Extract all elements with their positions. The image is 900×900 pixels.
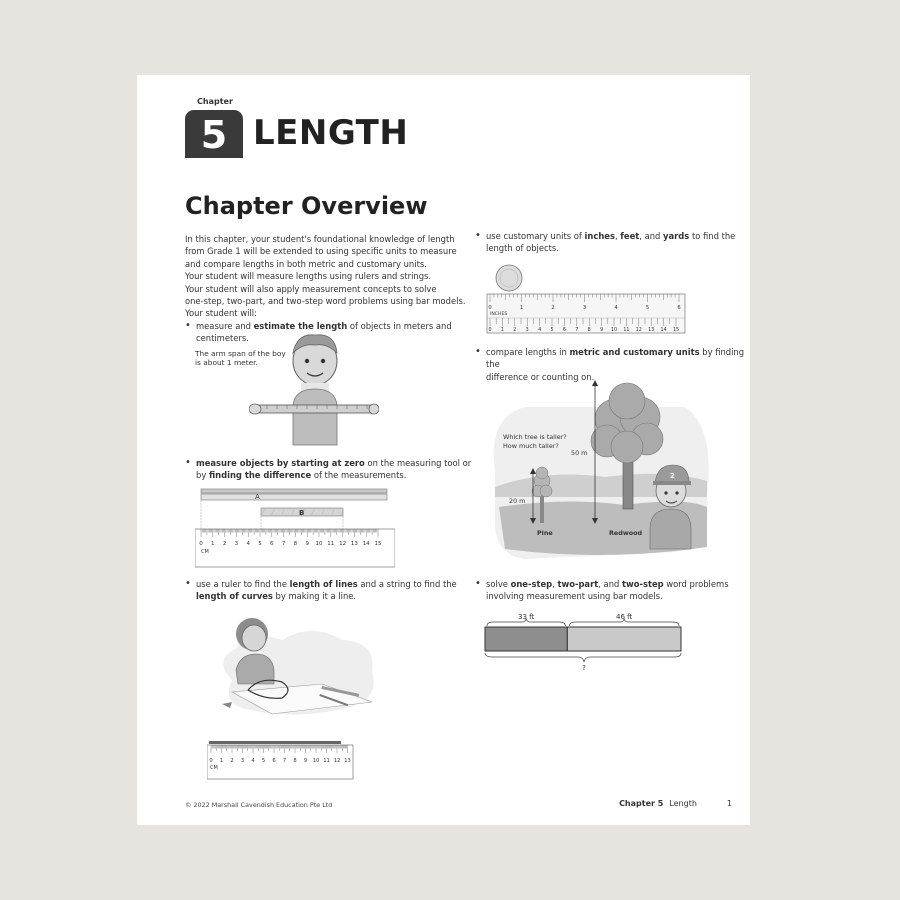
- ruler-tick-label: 6: [272, 758, 276, 764]
- trees-comparison-illustration: [485, 377, 717, 567]
- intro-line: one-step, two-part, and two-step word problems using bar models.: [185, 296, 466, 307]
- pine-height-label: 20 m: [509, 497, 526, 505]
- pine-name-label: Pine: [537, 529, 553, 537]
- cm-tick-label: 6: [562, 328, 566, 333]
- cm-tick-label: 14: [660, 328, 667, 333]
- ruler-tick-label: 0: [199, 541, 203, 547]
- footer-chapter-info: [619, 799, 732, 808]
- bullet-compare-lengths: • compare lengths in metric and customary units by finding the difference or counting on.: [475, 346, 745, 383]
- intro-line: Your student will also apply measurement concepts to solve: [185, 283, 437, 294]
- footer-copyright: © 2022 Marshall Cavendish Education Pte Ltd: [185, 801, 333, 809]
- ruler-tick-label: 12: [333, 758, 341, 764]
- bullet-lines-curves-block: [185, 578, 475, 603]
- ruler-tick-label: 5: [261, 758, 266, 764]
- cm-tick-label: 10: [610, 328, 618, 333]
- bar-model-total-label: ?: [582, 664, 586, 672]
- inch-tick-label: 1: [519, 305, 524, 311]
- bullet-customary-units: • use customary units of inches, feet, and yards to find the length of objects.: [475, 230, 745, 255]
- chapter-label: Chapter: [197, 97, 233, 106]
- bullet-customary-units-block: [475, 230, 745, 255]
- bullet-start-at-zero: • measure objects by starting at zero on the measuring tool or by finding the difference of the measurements.: [185, 457, 475, 482]
- bar-model-right-label: 46 ft: [616, 613, 633, 621]
- ruler-tick-label: 11: [327, 541, 335, 547]
- cm-tick-label: 15: [672, 328, 680, 333]
- intro-line: Your student will measure lengths using rulers and strings.: [185, 271, 432, 282]
- ruler-tick-label: 2: [230, 758, 234, 764]
- bullet-word-problems: • solve one-step, two-part, and two-step word problems involving measurement using bar models.: [475, 578, 745, 603]
- footer-page-number: 1: [726, 799, 732, 808]
- bar-model-total-brace: [485, 653, 681, 662]
- bar-model-left-segment: [485, 627, 567, 651]
- string-ruler-illustration: [207, 741, 355, 781]
- cm-tick-label: 12: [635, 328, 642, 333]
- intro-line: and compare lengths in both metric and customary units.: [185, 258, 427, 269]
- overview-heading: Chapter Overview: [185, 192, 428, 220]
- cm-unit-label: CM: [210, 765, 218, 771]
- bar-model-left-label: 33 ft: [518, 613, 535, 621]
- bullet-word-problems-block: [475, 578, 745, 603]
- intro-line: In this chapter, your student's foundational knowledge of length: [185, 234, 455, 244]
- cm-tick-label: 2: [513, 328, 517, 333]
- cm-tick-label: 9: [600, 328, 604, 333]
- ruler-tick-label: 1: [211, 541, 215, 547]
- ruler-tick-label: 9: [303, 758, 308, 764]
- bar-model-diagram: [483, 609, 685, 673]
- cm-tick-label: 1: [500, 328, 504, 333]
- footer-topic: Length: [669, 799, 697, 808]
- ruler-tick-label: 7: [281, 541, 286, 547]
- ruler-tick-label: 8: [293, 758, 297, 764]
- ruler-tick-label: 10: [315, 541, 323, 547]
- ruler-tick-label: 14: [362, 541, 370, 547]
- ruler-tick-label: 4: [246, 541, 250, 547]
- cm-tick-label: 3: [525, 328, 529, 333]
- ruler-tick-label: 11: [323, 758, 330, 764]
- bullet-zero-difference-block: [185, 457, 475, 482]
- redwood-height-label: 50 m: [571, 449, 588, 457]
- ruler-tick-label: 3: [234, 541, 239, 547]
- footer-chapter: Chapter 5: [619, 799, 664, 808]
- inch-tick-label: 2: [551, 305, 555, 311]
- inch-tick-label: 5: [645, 305, 650, 311]
- ruler-tick-label: 7: [282, 758, 287, 764]
- chapter-number-badge: 5: [185, 110, 243, 158]
- bar-label-b: B: [299, 509, 305, 517]
- ruler-tick-label: 13: [344, 758, 351, 764]
- cm-tick-label: 8: [587, 328, 591, 333]
- intro-line: from Grade 1 will be extended to using specific units to measure: [185, 246, 457, 257]
- bar-label-a: A: [255, 493, 260, 501]
- bar-a-b-ruler-illustration: [195, 487, 395, 569]
- coin-inch-ruler-illustration: [485, 263, 687, 335]
- ruler-tick-label: 10: [312, 758, 320, 764]
- arm-span-caption: The arm span of the boy is about 1 meter.: [195, 349, 286, 367]
- chapter-title: LENGTH: [253, 113, 409, 153]
- ruler-tick-label: 8: [293, 541, 298, 547]
- inch-tick-label: 6: [677, 305, 681, 311]
- ruler-tick-label: 3: [240, 758, 245, 764]
- tree-question-line: How much taller?: [503, 442, 559, 450]
- intro-line: Your student will:: [185, 308, 257, 319]
- inch-tick-label: 4: [614, 305, 618, 311]
- intro-paragraph: [185, 233, 475, 320]
- ruler-tick-label: 1: [219, 758, 224, 764]
- girl-string-illustration: [212, 610, 382, 720]
- boy-meter-stick-illustration: [249, 323, 379, 449]
- cm-unit-label: CM: [201, 549, 209, 555]
- tree-question-line: Which tree is taller?: [503, 433, 567, 441]
- ruler-tick-label: 13: [350, 541, 358, 547]
- bullet-estimate-length: • measure and estimate the length of objects in meters and centimeters.: [185, 320, 475, 345]
- inches-unit-label: INCHES: [490, 312, 508, 317]
- ruler-tick-label: 0: [209, 758, 213, 764]
- ruler-tick-label: 9: [305, 541, 309, 547]
- ruler-tick-label: 4: [251, 758, 255, 764]
- cm-tick-label: 7: [575, 328, 579, 333]
- workbook-page: [137, 75, 750, 825]
- bullet-lines-curves: • use a ruler to find the length of lines and a string to find the length of curves by making it a line.: [185, 578, 475, 603]
- cm-tick-label: 11: [623, 328, 630, 333]
- cm-tick-label: 5: [550, 328, 554, 333]
- ruler-tick-label: 6: [270, 541, 274, 547]
- cap-number: 2: [670, 472, 675, 480]
- cm-tick-label: 0: [488, 328, 492, 333]
- cm-tick-label: 4: [538, 328, 542, 333]
- ruler-tick-label: 12: [339, 541, 347, 547]
- ruler-tick-label: 5: [258, 541, 262, 547]
- inch-tick-label: 3: [582, 305, 587, 311]
- bar-model-right-segment: [567, 627, 681, 651]
- inch-tick-label: 0: [488, 305, 492, 311]
- cm-tick-label: 13: [648, 328, 655, 333]
- ruler-tick-label: 2: [222, 541, 227, 547]
- ruler-tick-label: 15: [374, 541, 382, 547]
- redwood-name-label: Redwood: [609, 529, 643, 537]
